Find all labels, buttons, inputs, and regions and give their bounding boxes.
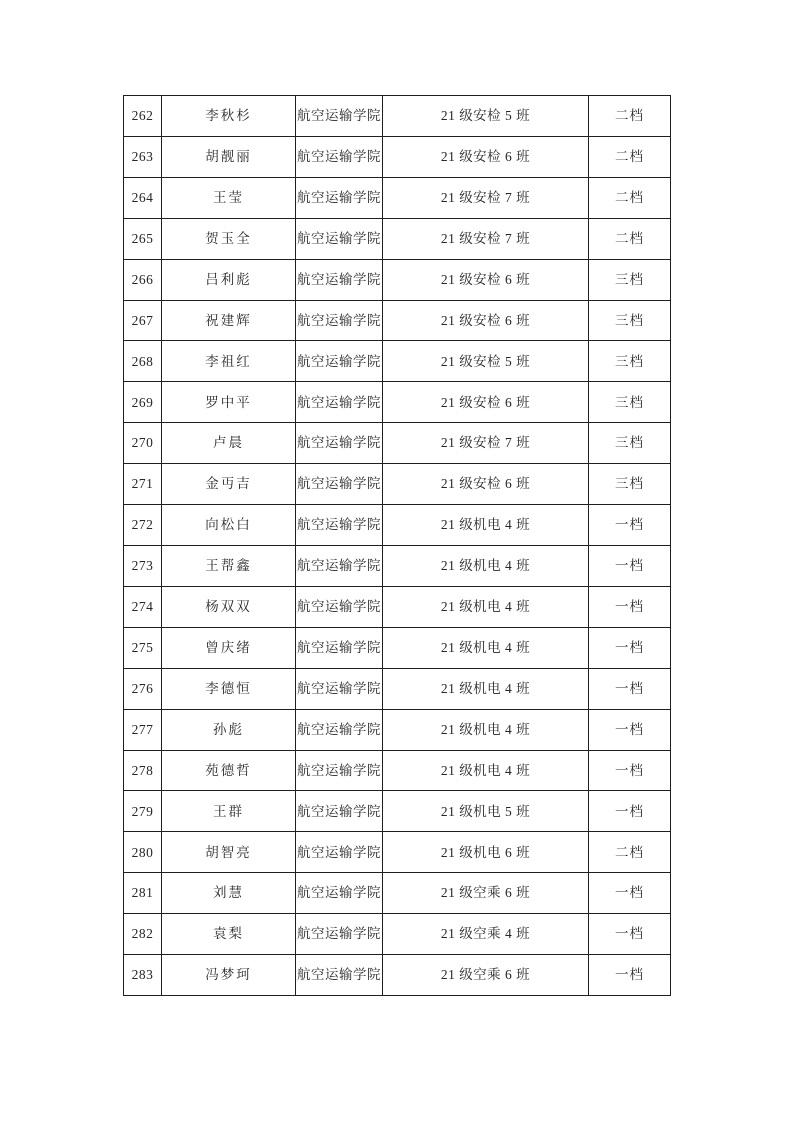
cell-class: 21 级安检 6 班 [383, 382, 589, 423]
cell-college: 航空运输学院 [296, 300, 383, 341]
cell-number: 283 [124, 955, 162, 996]
cell-number: 276 [124, 668, 162, 709]
cell-college: 航空运输学院 [296, 873, 383, 914]
cell-college: 航空运输学院 [296, 832, 383, 873]
cell-class: 21 级机电 4 班 [383, 709, 589, 750]
cell-student-name: 李德恒 [162, 668, 296, 709]
cell-number: 268 [124, 341, 162, 382]
cell-class: 21 级机电 6 班 [383, 832, 589, 873]
cell-college: 航空运输学院 [296, 423, 383, 464]
cell-grade: 二档 [589, 832, 671, 873]
cell-grade: 一档 [589, 750, 671, 791]
cell-student-name: 吕利彪 [162, 259, 296, 300]
cell-college: 航空运输学院 [296, 545, 383, 586]
table-row [124, 668, 671, 709]
cell-number: 279 [124, 791, 162, 832]
cell-number: 270 [124, 423, 162, 464]
cell-number: 278 [124, 750, 162, 791]
table-row [124, 423, 671, 464]
cell-college: 航空运输学院 [296, 136, 383, 177]
cell-student-name: 王莹 [162, 177, 296, 218]
cell-number: 281 [124, 873, 162, 914]
cell-number: 280 [124, 832, 162, 873]
cell-class: 21 级安检 6 班 [383, 136, 589, 177]
cell-class: 21 级机电 4 班 [383, 627, 589, 668]
cell-grade: 二档 [589, 136, 671, 177]
cell-class: 21 级空乘 6 班 [383, 955, 589, 996]
cell-grade: 三档 [589, 259, 671, 300]
cell-grade: 一档 [589, 873, 671, 914]
table-row [124, 464, 671, 505]
cell-grade: 一档 [589, 505, 671, 546]
cell-number: 266 [124, 259, 162, 300]
cell-student-name: 祝建辉 [162, 300, 296, 341]
table-row [124, 955, 671, 996]
cell-class: 21 级空乘 4 班 [383, 914, 589, 955]
cell-class: 21 级空乘 6 班 [383, 873, 589, 914]
table-row [124, 96, 671, 137]
table-row [124, 914, 671, 955]
cell-college: 航空运输学院 [296, 96, 383, 137]
student-grade-table [123, 95, 671, 996]
cell-grade: 三档 [589, 382, 671, 423]
table-row [124, 791, 671, 832]
cell-number: 277 [124, 709, 162, 750]
cell-class: 21 级机电 4 班 [383, 668, 589, 709]
cell-college: 航空运输学院 [296, 791, 383, 832]
cell-student-name: 袁梨 [162, 914, 296, 955]
cell-class: 21 级安检 5 班 [383, 96, 589, 137]
cell-grade: 一档 [589, 586, 671, 627]
cell-grade: 一档 [589, 668, 671, 709]
cell-class: 21 级安检 7 班 [383, 218, 589, 259]
cell-number: 272 [124, 505, 162, 546]
cell-number: 264 [124, 177, 162, 218]
table-row [124, 382, 671, 423]
table-row [124, 586, 671, 627]
cell-grade: 一档 [589, 545, 671, 586]
cell-college: 航空运输学院 [296, 464, 383, 505]
table-row [124, 750, 671, 791]
cell-number: 273 [124, 545, 162, 586]
table-row [124, 545, 671, 586]
cell-number: 267 [124, 300, 162, 341]
cell-grade: 一档 [589, 914, 671, 955]
cell-grade: 一档 [589, 709, 671, 750]
table-row [124, 341, 671, 382]
cell-student-name: 刘慧 [162, 873, 296, 914]
cell-student-name: 金丏吉 [162, 464, 296, 505]
cell-student-name: 苑德哲 [162, 750, 296, 791]
cell-student-name: 胡靓丽 [162, 136, 296, 177]
cell-number: 274 [124, 586, 162, 627]
cell-student-name: 卢晨 [162, 423, 296, 464]
cell-number: 265 [124, 218, 162, 259]
cell-college: 航空运输学院 [296, 586, 383, 627]
cell-student-name: 冯梦珂 [162, 955, 296, 996]
cell-college: 航空运输学院 [296, 709, 383, 750]
cell-grade: 一档 [589, 627, 671, 668]
cell-class: 21 级机电 4 班 [383, 586, 589, 627]
cell-class: 21 级安检 6 班 [383, 300, 589, 341]
cell-college: 航空运输学院 [296, 341, 383, 382]
cell-college: 航空运输学院 [296, 955, 383, 996]
cell-college: 航空运输学院 [296, 505, 383, 546]
cell-class: 21 级安检 6 班 [383, 464, 589, 505]
cell-class: 21 级机电 4 班 [383, 545, 589, 586]
table-row [124, 136, 671, 177]
cell-student-name: 王帮鑫 [162, 545, 296, 586]
table-body [124, 96, 671, 996]
cell-grade: 三档 [589, 423, 671, 464]
cell-grade: 三档 [589, 300, 671, 341]
cell-student-name: 孙彪 [162, 709, 296, 750]
cell-grade: 二档 [589, 177, 671, 218]
table-row [124, 832, 671, 873]
cell-student-name: 贺玉全 [162, 218, 296, 259]
cell-class: 21 级安检 6 班 [383, 259, 589, 300]
cell-grade: 一档 [589, 791, 671, 832]
cell-class: 21 级安检 7 班 [383, 423, 589, 464]
cell-college: 航空运输学院 [296, 177, 383, 218]
cell-number: 282 [124, 914, 162, 955]
cell-class: 21 级机电 4 班 [383, 750, 589, 791]
cell-college: 航空运输学院 [296, 914, 383, 955]
cell-student-name: 王群 [162, 791, 296, 832]
cell-class: 21 级安检 5 班 [383, 341, 589, 382]
cell-grade: 三档 [589, 464, 671, 505]
cell-class: 21 级机电 4 班 [383, 505, 589, 546]
cell-number: 269 [124, 382, 162, 423]
table-row [124, 873, 671, 914]
table-row [124, 627, 671, 668]
cell-student-name: 罗中平 [162, 382, 296, 423]
cell-grade: 二档 [589, 218, 671, 259]
cell-student-name: 胡智亮 [162, 832, 296, 873]
cell-number: 271 [124, 464, 162, 505]
table-row [124, 218, 671, 259]
table-row [124, 300, 671, 341]
cell-college: 航空运输学院 [296, 259, 383, 300]
cell-number: 275 [124, 627, 162, 668]
cell-student-name: 向松白 [162, 505, 296, 546]
table-row [124, 709, 671, 750]
cell-class: 21 级安检 7 班 [383, 177, 589, 218]
table-row [124, 259, 671, 300]
cell-grade: 二档 [589, 96, 671, 137]
cell-student-name: 曾庆绪 [162, 627, 296, 668]
cell-college: 航空运输学院 [296, 218, 383, 259]
cell-number: 263 [124, 136, 162, 177]
cell-number: 262 [124, 96, 162, 137]
cell-grade: 一档 [589, 955, 671, 996]
table-row [124, 177, 671, 218]
cell-class: 21 级机电 5 班 [383, 791, 589, 832]
cell-grade: 三档 [589, 341, 671, 382]
cell-college: 航空运输学院 [296, 750, 383, 791]
cell-college: 航空运输学院 [296, 668, 383, 709]
table-row [124, 505, 671, 546]
cell-student-name: 李秋杉 [162, 96, 296, 137]
cell-student-name: 杨双双 [162, 586, 296, 627]
cell-student-name: 李祖红 [162, 341, 296, 382]
cell-college: 航空运输学院 [296, 382, 383, 423]
cell-college: 航空运输学院 [296, 627, 383, 668]
